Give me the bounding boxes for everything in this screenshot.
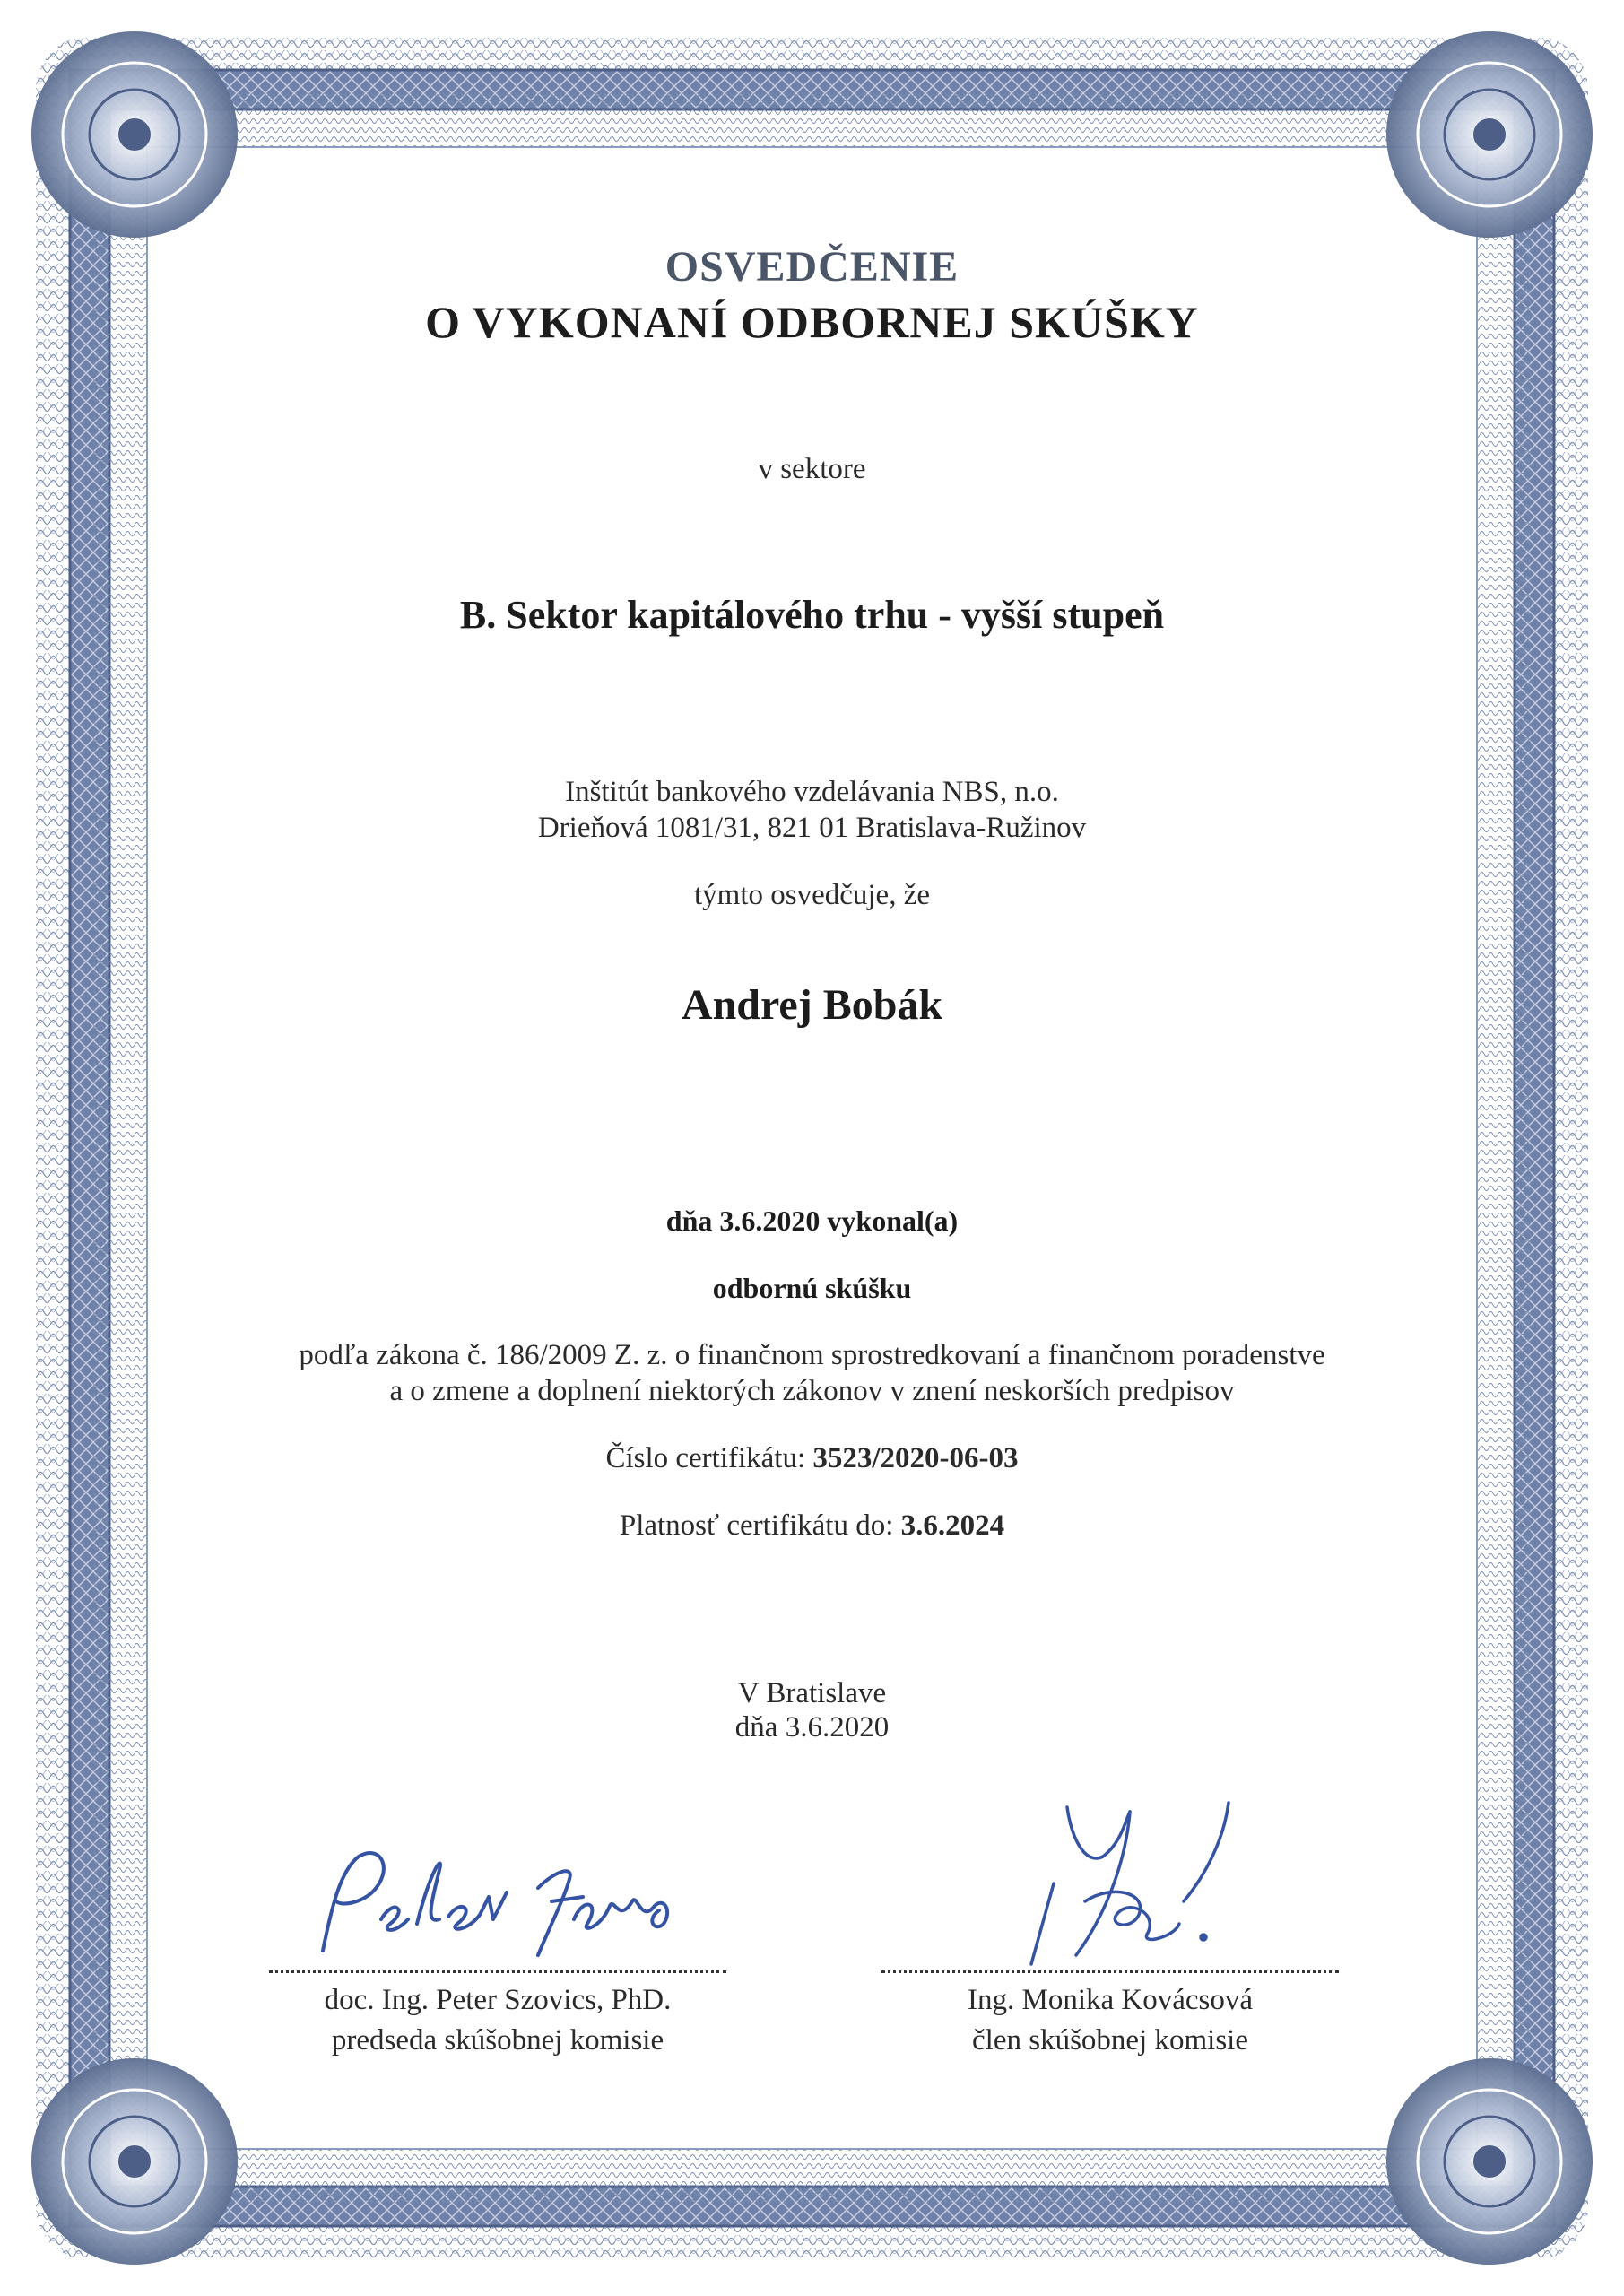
validity-row [0, 1509, 1624, 1543]
institution-address: Drieňová 1081/31, 821 01 Bratislava-Ružinov [537, 812, 1087, 844]
certificate-number-row [0, 1442, 1624, 1475]
law-line-1: podľa zákona č. 186/2009 Z. z. o finančnom sprostredkovaní a finančnom poradenstve [299, 1339, 1325, 1371]
signature-line-left [269, 1970, 726, 1973]
certificate-number: 3523/2020-06-03 [812, 1442, 1019, 1474]
issue-place: V Bratislave [737, 1677, 887, 1709]
sector-intro: v sektore [758, 453, 866, 485]
law-line-2: a o zmene a doplnení niektorých zákonov v znení neskorších predpisov [389, 1375, 1235, 1407]
signature-left [296, 1834, 708, 1969]
title-line-1: OSVEDČENIE [664, 243, 960, 291]
issue-date: dňa 3.6.2020 [734, 1711, 890, 1744]
institution-name: Inštitút bankového vzdelávania NBS, n.o. [565, 776, 1059, 808]
certifies-text: týmto osvedčuje, že [693, 879, 930, 911]
signatory-left-role: predseda skúšobnej komisie [331, 2024, 664, 2057]
signatory-right-name: Ing. Monika Kovácsová [967, 1984, 1253, 2016]
validity-date: 3.6.2024 [900, 1509, 1005, 1542]
certificate-number-label: Číslo certifikátu: [605, 1442, 806, 1474]
title-line-2: O VYKONANÍ ODBORNEJ SKÚŠKY [425, 297, 1199, 347]
sector-name: B. Sektor kapitálového trhu - vyšší stupeň [459, 593, 1165, 637]
exam-type: odbornú skúšku [712, 1272, 912, 1304]
validity-label: Platnosť certifikátu do: [619, 1509, 894, 1542]
signature-right [968, 1758, 1291, 1982]
signature-line-right [881, 1970, 1339, 1973]
signatory-right-role: člen skúšobnej komisie [972, 2024, 1248, 2057]
signatory-left-name: doc. Ing. Peter Szovics, PhD. [324, 1984, 672, 2016]
person-name: Andrej Bobák [681, 981, 943, 1029]
exam-date-line: dňa 3.6.2020 vykonal(a) [665, 1205, 959, 1237]
